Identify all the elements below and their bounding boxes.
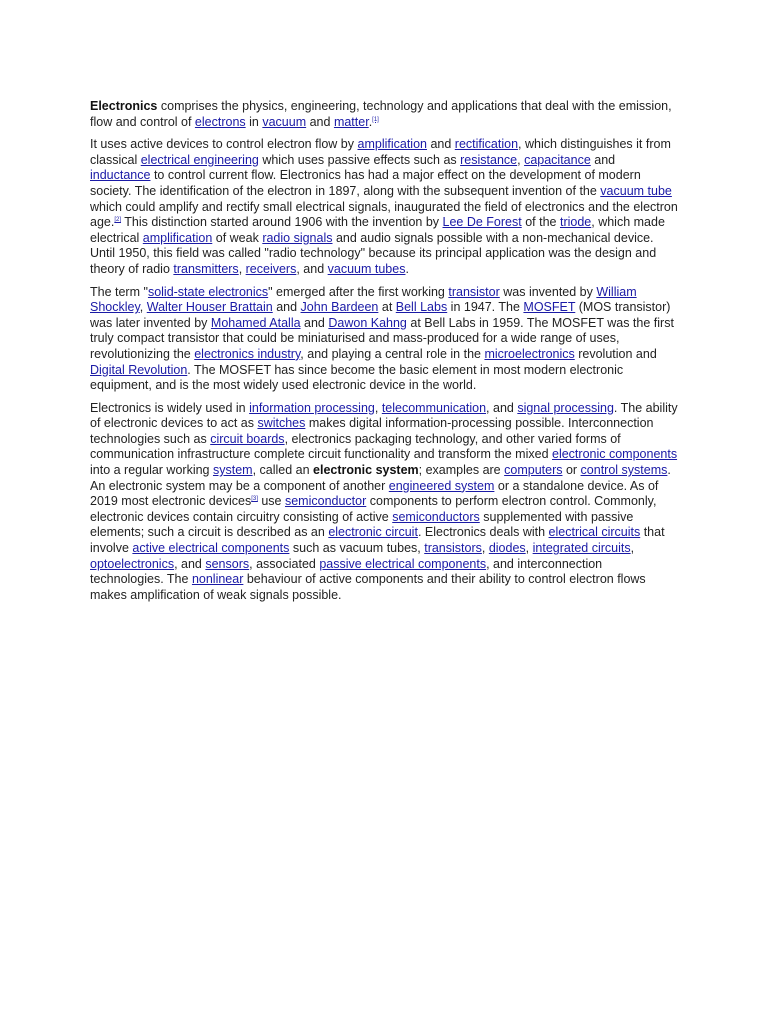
text-run: which uses passive effects such as [258,152,461,167]
text-run: , [525,541,533,556]
link-matter[interactable]: matter [333,114,369,129]
text-run: " emerged after the first working [268,284,449,299]
link-electronic-components[interactable]: electronic components [552,447,678,462]
text-run: , [481,541,489,556]
text-run: , [630,541,635,556]
link-mohamed-atalla[interactable]: Mohamed Atalla [210,315,301,330]
text-run: , and [296,261,328,276]
text-run: such as vacuum tubes, [289,541,425,556]
citation-ref [114,217,121,223]
bold-term: electronic system [313,463,419,478]
link-electronic-circuit[interactable]: electronic circuit [328,525,418,540]
text-run: in [245,114,263,129]
article-body [90,99,678,610]
text-run: , called an [252,463,314,478]
text-run: at [378,300,396,315]
link-resistance[interactable]: resistance [460,152,518,167]
link-electrical-engineering[interactable]: electrical engineering [140,152,259,167]
citation-ref [251,496,258,502]
link-inductance[interactable]: inductance [90,168,151,183]
link-information-processing[interactable]: information processing [249,400,375,415]
link-semiconductor[interactable]: semiconductor [284,494,367,509]
text-run: and [300,315,329,330]
link-electrons[interactable]: electrons [194,114,246,129]
link-signal-processing[interactable]: signal processing [517,400,614,415]
citation-ref [372,117,379,123]
text-run: Electronics is widely used in [90,400,250,415]
text-run: , and [174,556,206,571]
link-active-electrical-components[interactable]: active electrical components [132,541,290,556]
link-receivers[interactable]: receivers [245,261,297,276]
link-amplification[interactable]: amplification [142,230,213,245]
link-radio-signals[interactable]: radio signals [262,230,333,245]
link-bell-labs[interactable]: Bell Labs [395,300,448,315]
link-john-bardeen[interactable]: John Bardeen [300,300,379,315]
link-switches[interactable]: switches [257,416,306,431]
text-run: comprises the physics, engineering, technology and applications that deal with the emission, flow and control of [90,99,672,129]
text-run: . The ability of electronic devices to act as [90,400,678,431]
text-run: and [306,114,334,129]
text-run: to control current flow. Electronics has had a major effect on the development of modern society. The identification of the electron in 1897, along with the subsequent invention of the [90,168,641,198]
paragraph-4 [90,401,678,604]
citation-link[interactable]: [2] [114,217,122,224]
text-run: , which distinguishes it from classical [90,137,671,167]
link-semiconductors[interactable]: semiconductors [392,509,480,524]
text-run: or a standalone device. As of 2019 most electronic devices [90,478,659,509]
text-run: of weak [212,230,263,245]
text-run: revolution and [574,346,657,361]
link-transistor[interactable]: transistor [448,284,500,299]
text-run: , associated [249,556,320,571]
link-integrated-circuits[interactable]: integrated circuits [532,541,631,556]
link-transmitters[interactable]: transmitters [173,261,239,276]
link-passive-electrical-components[interactable]: passive electrical components [319,556,487,571]
link-walter-houser-brattain[interactable]: Walter Houser Brattain [146,300,273,315]
paragraph-1 [90,99,678,130]
link-solid-state-electronics[interactable]: solid-state electronics [147,284,269,299]
text-run: It uses active devices to control electron flow by [90,137,358,152]
link-william-shockley[interactable]: William Shockley [90,284,637,315]
link-system[interactable]: system [212,463,253,478]
link-electronics-industry[interactable]: electronics industry [194,346,301,361]
citation-link[interactable]: [1] [372,116,379,123]
text-run: . An electronic system may be a component of another [90,463,671,493]
link-rectification[interactable]: rectification [454,137,519,152]
text-run: (MOS transistor) was later invented by [90,300,671,330]
link-sensors[interactable]: sensors [205,556,250,571]
link-nonlinear[interactable]: nonlinear [191,572,244,587]
text-run: , and playing a central role in the [300,346,485,361]
text-run: which could amplify and rectify small electrical signals, inaugurated the field of electronics and the electron age. [90,199,678,230]
text-run: The term " [90,284,148,299]
paragraph-3 [90,285,678,394]
text-run: into a regular working [90,463,213,478]
citation-link[interactable]: [3] [251,496,258,503]
bold-term: Electronics [90,99,158,113]
link-diodes[interactable]: diodes [488,541,526,556]
text-run: This distinction started around 1906 with the invention by [121,215,443,230]
text-run: in 1947. The [447,300,524,315]
text-run: components to perform electron control. Commonly, electronic devices contain circuitry consisting of active [90,494,657,524]
text-run: , [238,261,246,276]
text-run: and audio signals possible with a non-mechanical device. Until 1950, this field was called "radio technology" because its principal application was the design and theory of radio [90,230,657,276]
link-engineered-system[interactable]: engineered system [388,478,495,493]
link-vacuum-tube[interactable]: vacuum tube [600,183,672,198]
text-run: . [405,261,409,276]
link-transistors[interactable]: transistors [424,541,482,556]
link-amplification[interactable]: amplification [357,137,427,152]
text-run: or [562,463,581,478]
text-run: behaviour of active components and their ability to control electron flows makes amplification of weak signals possible. [90,572,646,602]
link-circuit-boards[interactable]: circuit boards [210,431,285,446]
link-mosfet[interactable]: MOSFET [523,300,576,315]
text-run: and [426,137,455,152]
text-run: . [368,114,373,129]
text-run: , [517,152,525,167]
link-microelectronics[interactable]: microelectronics [484,346,575,361]
text-run: , [139,300,147,315]
text-run: use [257,494,285,509]
text-run: . The MOSFET has since become the basic element in most modern electronic equipment, and is the most widely used electronic device in the world. [90,362,624,393]
link-dawon-kahng[interactable]: Dawon Kahng [328,315,407,330]
link-vacuum[interactable]: vacuum [262,114,307,129]
text-run: makes digital information-processing possible. Interconnection technologies such as [90,416,654,446]
link-vacuum-tubes[interactable]: vacuum tubes [327,261,406,276]
text-run: at Bell Labs in 1959. The MOSFET was the first truly compact transistor that could be miniaturised and mass-produced for a wide range of uses, revolutionizing the [90,315,674,361]
text-run: of the [521,215,560,230]
text-run: and [272,300,301,315]
link-telecommunication[interactable]: telecommunication [381,400,487,415]
link-computers[interactable]: computers [504,463,563,478]
link-optoelectronics[interactable]: optoelectronics [90,556,175,571]
text-run: supplemented with passive elements; such a circuit is described as an [90,509,634,540]
text-run: , [374,400,382,415]
link-control-systems[interactable]: control systems [580,463,668,478]
text-run: , electronics packaging technology, and other varied forms of communication infrastructure complete circuit functionality and transform the mixed [90,431,621,462]
link-triode[interactable]: triode [559,215,592,230]
text-run: , and interconnection technologies. The [90,556,603,587]
text-run: , which made electrical [90,215,665,245]
text-run: . Electronics deals with [417,525,549,540]
text-run: ; examples are [418,463,505,478]
link-electrical-circuits[interactable]: electrical circuits [548,525,641,540]
link-digital-revolution[interactable]: Digital Revolution [90,362,188,377]
paragraph-2 [90,137,678,277]
text-run: , and [486,400,518,415]
text-run: and [590,152,616,167]
text-run: that involve [90,525,665,556]
link-lee-de-forest[interactable]: Lee De Forest [442,215,522,230]
link-capacitance[interactable]: capacitance [524,152,591,167]
text-run: was invented by [499,284,597,299]
